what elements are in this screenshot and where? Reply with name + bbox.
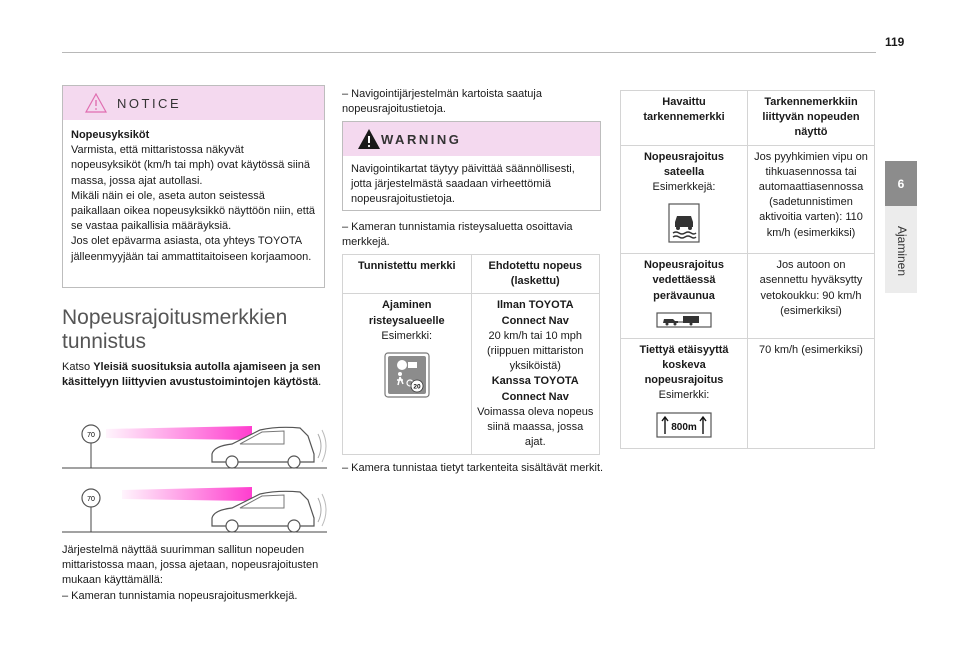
warning-text: Navigointikartat täytyy päivittää säännöllisesti, jotta järjestelmästä saadaan virheettömiä nopeusrajoitustietoja. [351,163,575,206]
table-cell: Jos autoon on asennettu hyväksytty vetokoukku: 90 km/h (esimerkiksi) [748,254,875,339]
table-cell [621,338,748,448]
warning-triangle-icon [85,93,107,113]
speed-sign-detection-illustration-2 [62,482,327,534]
warning-header [343,122,600,156]
rain-limit-title: Nopeusrajoitus sateella [643,150,725,178]
list-item-navigation: – Navigointijärjestelmän kartoista saatuja nopeusrajoitustietoja. [342,88,542,116]
table-cell: Jos pyyhkimien vipu on tihkuasennossa tai automaattiasennossa (sadetunnistimen aktivoitia varten): 110 km/h (esimerkiksi) [748,145,875,254]
table-header-row [343,255,600,294]
sign-title: Ajaminen risteysalueelle [368,299,445,327]
speed-sign-value: 70 [87,432,95,439]
table-row [621,254,875,339]
list-item-intersection-signs: – Kameran tunnistamia risteysaluetta osoittavia merkkejä. [342,221,573,249]
chapter-tab[interactable] [885,161,917,293]
without-nav-text: 20 km/h tai 10 mph (riippuen mittariston yksiköistä) [486,329,584,373]
distance-sign-icon [656,412,712,438]
table-cell: 70 km/h (esimerkiksi) [748,338,875,448]
intersection-zone-sign-icon [384,352,430,398]
intro-link[interactable]: Yleisiä suosituksia autolla ajamiseen ja sen käsittelyyn liittyvien avustustoimintojen käytöstä [62,361,321,389]
rain-limit-example: Esimerkkejä: [652,181,716,194]
chapter-label: Ajaminen [895,225,909,277]
section-title: Nopeusrajoitusmerkkien tunnistus [62,306,288,353]
section-intro [62,360,327,390]
list-item-camera-signs: – Kameran tunnistamia nopeusrajoitusmerkkejä. [62,589,298,602]
chapter-number: 6 [885,161,917,206]
with-nav-label: Kanssa TOYOTA Connect Nav [491,375,579,403]
table-header: Tunnistettu merkki [343,255,472,294]
notice-text-2: Mikäli näin ei ole, aseta auton seistessä paikallaan oikea nopeusyksikkö näyttöön niin, että se vastaa paikallisia määräyksiä. [71,189,315,233]
table-row [621,145,875,254]
table-row [343,294,600,455]
distance-limit-title: Tiettyä etäisyyttä koskeva nopeusrajoitus [639,343,729,387]
table-cell [471,294,600,455]
table-row [621,338,875,448]
table-header: Havaittu tarkennemerkki [621,91,748,146]
system-description-text: Järjestelmä näyttää suurimman sallitun nopeuden mittaristossa maan, jossa ajetaan, nopeusrajoitusten mukaan käyttämällä: [62,544,319,587]
table-header: Tarkennemerkkiin liittyvän nopeuden näyttö [748,91,875,146]
intersection-sign-value: 20 [413,383,421,391]
warning-exclamation-icon [357,128,381,150]
with-nav-text: Voimassa oleva nopeus siinä maassa, jossa ajat. [477,405,594,449]
warning-box [342,121,601,211]
sign-example-label: Esimerkki: [381,329,433,342]
page-number: 119 [885,35,905,49]
distance-sign-text: 800m [671,421,697,433]
without-nav-label: Ilman TOYOTA Connect Nav [496,299,574,327]
notice-title: NOTICE [117,95,182,111]
table-header-row [621,91,875,146]
intro-suffix: . [318,376,322,389]
warning-title: WARNING [381,131,462,147]
table-cell [621,254,748,339]
notice-text-3: Jos olet epävarma asiasta, ota yhteys TOYOTA jälleenmyyjään tai ammattitaitoiseen korjaamoon. [71,235,312,263]
distance-limit-example: Esimerkki: [658,389,710,402]
intersection-speed-table [342,254,600,455]
speed-sign-detection-illustration [62,418,327,470]
system-description [62,543,332,604]
notice-box [62,85,325,288]
header-divider [62,52,876,53]
trailer-sign-icon [656,312,712,328]
table-cell [621,145,748,254]
speed-sign-value-2: 70 [87,496,95,503]
notice-body [63,120,324,265]
supplementary-sign-table [620,90,875,449]
trailer-limit-title: Nopeusrajoitus vedettäessä perävaunua [643,259,725,302]
rain-sign-icon [668,203,700,243]
notice-header [63,86,324,120]
notice-heading: Nopeusyksiköt [71,129,150,141]
table-header: Ehdotettu nopeus (laskettu) [471,255,600,294]
intro-prefix: Katso [62,361,94,373]
notice-text-1: Varmista, että mittaristossa näkyvät nopeusyksiköt (km/h tai mph) ovat käytössä siinä massa, jossa ajat autollasi. [71,144,311,187]
table-cell [343,294,472,455]
list-item-camera-supplementary: – Kamera tunnistaa tietyt tarkenteita sisältävät merkit. [342,462,604,474]
